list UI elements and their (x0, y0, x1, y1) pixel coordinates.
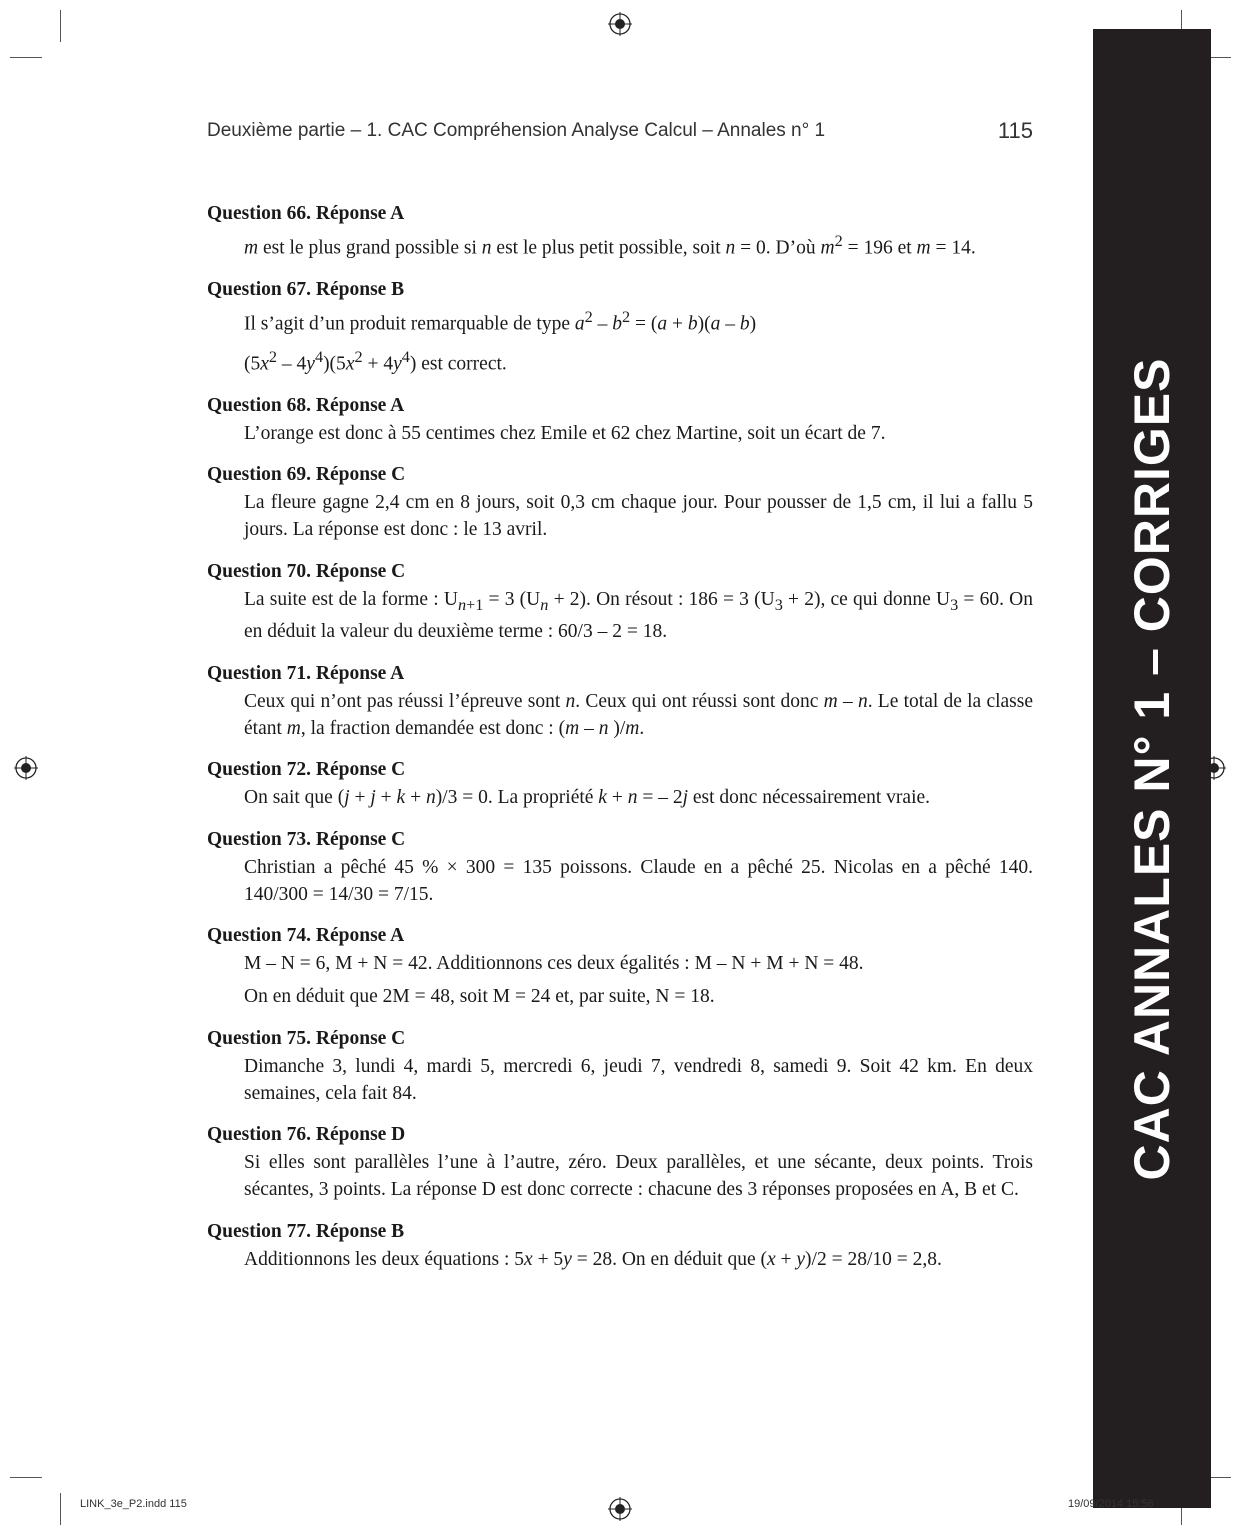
answer-paragraph: Il s’agit d’un produit remarquable de type $a^2 - b^2 = (a + b)(a - b)$ (244, 308, 757, 335)
answer-body (244, 420, 1033, 447)
answer-body (244, 1149, 1033, 1203)
answer-body (244, 950, 1033, 1010)
answer-block (207, 826, 1033, 908)
answer-heading: Question 75. Réponse C (207, 1027, 406, 1049)
answer-body (244, 784, 1033, 811)
answer-paragraph: Christian a pêché 45 % × 300 = 135 poissons. Claude en a pêché 25. Nicolas en a pêché 140. 140/300 = 14/30 = 7/15. (244, 856, 1033, 905)
answer-paragraph: $(5x^2 - 4y^4)(5x^2 + 4y^4)$ est correct. (244, 347, 507, 374)
answer-paragraph: L’orange est donc à 55 centimes chez Emile et 62 chez Martine, soit un écart de 7. (244, 422, 886, 444)
running-title: Deuxième partie – 1. CAC Compréhension Analyse Calcul – Annales n° 1 (207, 120, 826, 141)
crop-mark (10, 1477, 42, 1478)
answers-list (207, 200, 1033, 1287)
crop-mark (60, 10, 61, 42)
answer-block (207, 276, 1033, 377)
answer-body (244, 688, 1033, 742)
answer-paragraph: Dimanche 3, lundi 4, mardi 5, mercredi 6, jeudi 7, vendredi 8, samedi 9. Soit 42 km. En deux semaines, cela fait 84. (244, 1055, 1033, 1104)
crop-mark (10, 57, 42, 58)
answer-heading: Question 76. Réponse D (207, 1124, 406, 1146)
answer-paragraph: Ceux qui n’ont pas réussi l’épreuve sont n. Ceux qui ont réussi sont donc m – n. Le total de la classe étant m, la fraction demandée est donc : (m – n )/m. (244, 690, 1034, 739)
page-number: 115 (997, 118, 1033, 143)
answer-paragraph: La suite est de la forme : $U_{n+1} = 3$ $(U_n + 2)$. On résout : 186 = 3 $(U_3 + 2)$, ce qui donne $U_3 = 60$. On en déduit la valeur du deuxième terme : 60/3 – 2 = 18. (244, 588, 1033, 643)
running-header (207, 118, 1033, 148)
slug-date: 19/09/2014 15:56 (1068, 1498, 1154, 1510)
answer-block (207, 756, 1033, 811)
answer-paragraph: La fleure gagne 2,4 cm en 8 jours, soit 0,3 cm chaque jour. Pour pousser de 1,5 cm, il lui a fallu 5 jours. La réponse est donc : le 13 avril. (244, 492, 1033, 540)
answer-heading: Question 70. Réponse C (207, 560, 406, 582)
answer-heading: Question 71. Réponse A (207, 662, 405, 684)
answer-heading: Question 72. Réponse C (207, 759, 406, 781)
answer-block (207, 200, 1033, 262)
side-tab (1093, 29, 1211, 1508)
answer-heading: Question 68. Réponse A (207, 394, 405, 416)
answer-body (244, 304, 1033, 377)
slug-file: LINK_3e_P2.indd 115 (80, 1498, 187, 1510)
answer-body (244, 1053, 1033, 1107)
answer-paragraph: On sait que (j + j + k + n)/3 = 0. La propriété k + n = – 2j est donc nécessairement vraie. (244, 787, 931, 809)
answer-body (244, 854, 1033, 908)
answer-block (207, 1218, 1033, 1273)
answer-paragraph: On en déduit que 2M = 48, soit M = 24 et, par suite, N = 18. (244, 986, 715, 1008)
answer-block (207, 1025, 1033, 1107)
answer-paragraph: m est le plus grand possible si n est le plus petit possible, soit n = 0. D’où $m^2 = 196$ et m = 14. (244, 232, 976, 259)
registration-mark-icon (14, 756, 38, 780)
side-tab-label: CAC ANNALES N° 1 – CORRIGES (1124, 356, 1180, 1181)
answer-heading: Question 66. Réponse A (207, 203, 405, 224)
answer-paragraph: Si elles sont parallèles l’une à l’autre, zéro. Deux parallèles, et une sécante, deux points. Trois sécantes, 3 points. La réponse D est donc correcte : chacune des 3 réponses proposées en A, B et C. (244, 1152, 1033, 1201)
registration-mark-icon (608, 12, 632, 36)
answer-heading: Question 69. Réponse C (207, 464, 406, 485)
crop-mark (60, 1493, 61, 1525)
answer-block (207, 660, 1033, 742)
answer-body (244, 228, 1033, 262)
answer-block (207, 558, 1033, 646)
answer-body (244, 1246, 1033, 1273)
answer-paragraph: Additionnons les deux équations : 5x + 5y = 28. On en déduit que (x + y)/2 = 28/10 = 2,8. (244, 1248, 942, 1270)
answer-heading: Question 73. Réponse C (207, 828, 406, 850)
answer-block (207, 1121, 1033, 1203)
answer-block (207, 922, 1033, 1010)
answer-body (244, 586, 1033, 646)
answer-heading: Question 77. Réponse B (207, 1220, 405, 1242)
answer-heading: Question 67. Réponse B (207, 279, 405, 300)
answer-heading: Question 74. Réponse A (207, 925, 405, 947)
answer-block (207, 461, 1033, 543)
answer-body (244, 489, 1033, 543)
answer-paragraph: M – N = 6, M + N = 42. Additionnons ces deux égalités : M – N + M + N = 48. (244, 953, 864, 975)
answer-block (207, 392, 1033, 447)
registration-mark-icon (608, 1497, 632, 1521)
